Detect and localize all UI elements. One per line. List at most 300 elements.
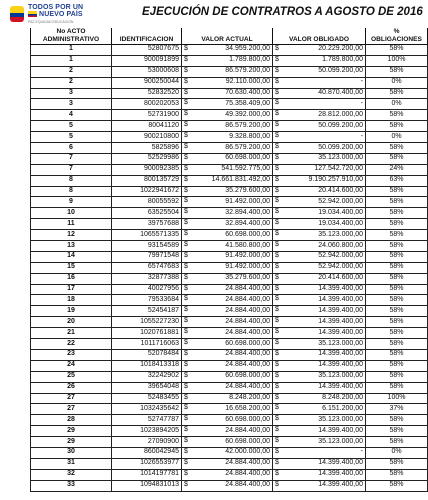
cell-acto xyxy=(31,77,112,88)
currency-symbol: $ xyxy=(184,230,188,238)
cell-valor-obligado xyxy=(273,77,366,88)
cell-pct xyxy=(366,328,428,339)
cell-valor-obligado xyxy=(273,262,366,273)
currency-symbol: $ xyxy=(275,208,279,216)
cell-acto-value: 28 xyxy=(67,415,75,423)
cell-valor-obligado-value: 14.399.400,00 xyxy=(318,328,363,336)
cell-pct-value: 100% xyxy=(387,56,406,64)
header-valor-obligado: VALOR OBLIGADO xyxy=(273,28,366,45)
cell-identificacion xyxy=(112,404,182,415)
cell-valor-obligado xyxy=(273,197,366,208)
cell-valor-obligado xyxy=(273,404,366,415)
cell-pct xyxy=(366,99,428,110)
cell-identificacion xyxy=(112,55,182,66)
currency-symbol: $ xyxy=(275,284,279,292)
cell-valor-actual xyxy=(182,437,273,448)
cell-pct xyxy=(366,393,428,404)
cell-pct xyxy=(366,306,428,317)
cell-identificacion-value: 52454187 xyxy=(147,306,179,314)
cell-pct xyxy=(366,88,428,99)
cell-acto-value: 32 xyxy=(67,470,75,478)
currency-symbol: $ xyxy=(184,437,188,445)
cell-valor-obligado xyxy=(273,437,366,448)
cell-acto-value: 23 xyxy=(67,350,75,358)
cell-pct xyxy=(366,262,428,273)
currency-symbol: $ xyxy=(275,371,279,379)
cell-acto xyxy=(31,88,112,99)
currency-symbol: $ xyxy=(184,153,188,161)
currency-symbol: $ xyxy=(275,458,279,466)
cell-pct xyxy=(366,273,428,284)
cell-acto-value: 7 xyxy=(69,154,73,162)
cell-pct-value: 58% xyxy=(389,317,404,325)
logo-subtitle: PAZ EQUIDAD EDUCACIÓN xyxy=(28,20,74,24)
cell-valor-actual-value: 35.279.600,00 xyxy=(225,187,270,195)
currency-symbol: $ xyxy=(275,66,279,74)
cell-acto-value: 20 xyxy=(67,317,75,325)
currency-symbol: $ xyxy=(275,437,279,445)
currency-symbol: $ xyxy=(184,110,188,118)
cell-valor-obligado xyxy=(273,415,366,426)
cell-pct xyxy=(366,121,428,132)
currency-symbol: $ xyxy=(184,328,188,336)
cell-valor-actual xyxy=(182,458,273,469)
cell-valor-actual-value: 41.580.800,00 xyxy=(225,241,270,249)
cell-valor-obligado-value: - xyxy=(360,132,363,140)
cell-pct xyxy=(366,284,428,295)
cell-pct xyxy=(366,45,428,56)
table-row xyxy=(31,66,428,77)
cell-identificacion xyxy=(112,197,182,208)
cell-identificacion-value: 52832520 xyxy=(147,89,179,97)
currency-symbol: $ xyxy=(275,262,279,270)
cell-identificacion xyxy=(112,393,182,404)
cell-pct-value: 58% xyxy=(389,45,404,53)
cell-identificacion xyxy=(112,208,182,219)
cell-pct xyxy=(366,143,428,154)
cell-identificacion xyxy=(112,284,182,295)
cell-acto-value: 2 xyxy=(69,78,73,86)
cell-valor-actual xyxy=(182,121,273,132)
cell-acto-value: 14 xyxy=(67,252,75,260)
cell-pct-value: 63% xyxy=(389,176,404,184)
table-row xyxy=(31,349,428,360)
cell-valor-actual xyxy=(182,99,273,110)
currency-symbol: $ xyxy=(184,66,188,74)
cell-valor-obligado xyxy=(273,382,366,393)
cell-valor-actual xyxy=(182,393,273,404)
cell-identificacion xyxy=(112,295,182,306)
cell-acto-value: 27 xyxy=(67,393,75,401)
cell-pct-value: 58% xyxy=(389,285,404,293)
table-row xyxy=(31,77,428,88)
cell-pct xyxy=(366,339,428,350)
cell-acto xyxy=(31,45,112,56)
cell-valor-actual-value: 91.492.000,00 xyxy=(225,252,270,260)
cell-identificacion-value: 1026553977 xyxy=(140,459,179,467)
currency-symbol: $ xyxy=(275,45,279,52)
cell-valor-obligado-value: 20.414.600,00 xyxy=(318,187,363,195)
currency-symbol: $ xyxy=(275,328,279,336)
cell-valor-obligado-value: 35.123.000,00 xyxy=(318,437,363,445)
cell-valor-actual xyxy=(182,480,273,491)
cell-acto-value: 8 xyxy=(69,176,73,184)
cell-acto-value: 10 xyxy=(67,208,75,216)
cell-pct-value: 0% xyxy=(391,99,402,107)
currency-symbol: $ xyxy=(184,349,188,357)
cell-valor-actual-value: 60.698.000,00 xyxy=(225,372,270,380)
currency-symbol: $ xyxy=(275,251,279,259)
currency-symbol: $ xyxy=(275,339,279,347)
cell-valor-actual xyxy=(182,262,273,273)
cell-valor-actual xyxy=(182,251,273,262)
cell-valor-obligado xyxy=(273,306,366,317)
cell-valor-obligado-value: 50.099.200,00 xyxy=(318,67,363,75)
cell-valor-obligado xyxy=(273,349,366,360)
currency-symbol: $ xyxy=(275,382,279,390)
cell-valor-obligado-value: 14.399.400,00 xyxy=(318,481,363,489)
cell-identificacion xyxy=(112,186,182,197)
cell-pct xyxy=(366,175,428,186)
cell-valor-obligado xyxy=(273,447,366,458)
cell-valor-actual-value: 24.884.400,00 xyxy=(225,459,270,467)
cell-identificacion-value: 1032435642 xyxy=(140,404,179,412)
cell-identificacion-value: 39757688 xyxy=(147,219,179,227)
cell-pct-value: 0% xyxy=(391,448,402,456)
cell-pct-value: 100% xyxy=(387,393,406,401)
cell-identificacion-value: 900091899 xyxy=(143,56,179,64)
cell-valor-obligado-value: 35.123.000,00 xyxy=(318,230,363,238)
cell-identificacion-value: 27090900 xyxy=(147,437,179,445)
cell-acto xyxy=(31,121,112,132)
cell-identificacion-value: 93154589 xyxy=(147,241,179,249)
cell-valor-actual xyxy=(182,415,273,426)
cell-acto xyxy=(31,110,112,121)
cell-valor-obligado xyxy=(273,164,366,175)
currency-symbol: $ xyxy=(184,371,188,379)
cell-valor-actual-value: 24.884.400,00 xyxy=(225,470,270,478)
table-row xyxy=(31,360,428,371)
cell-valor-actual xyxy=(182,447,273,458)
cell-acto-value: 30 xyxy=(67,448,75,456)
cell-identificacion-value: 52483455 xyxy=(147,393,179,401)
page-title: EJECUCIÓN DE CONTRATROS A AGOSTO DE 2016 xyxy=(142,6,423,18)
cell-valor-obligado xyxy=(273,219,366,230)
currency-symbol: $ xyxy=(275,153,279,161)
cell-acto-value: 1 xyxy=(69,56,73,64)
currency-symbol: $ xyxy=(275,241,279,249)
currency-symbol: $ xyxy=(275,393,279,401)
table-row xyxy=(31,186,428,197)
cell-acto xyxy=(31,480,112,491)
cell-acto-value: 3 xyxy=(69,99,73,107)
cell-identificacion-value: 79533684 xyxy=(147,295,179,303)
cell-acto-value: 26 xyxy=(67,383,75,391)
cell-identificacion-value: 1011716063 xyxy=(140,339,179,347)
cell-acto xyxy=(31,251,112,262)
table-row xyxy=(31,45,428,56)
cell-identificacion xyxy=(112,437,182,448)
cell-valor-obligado-value: 20.414.600,00 xyxy=(318,274,363,282)
cell-valor-actual-value: 60.698.000,00 xyxy=(225,339,270,347)
cell-pct xyxy=(366,295,428,306)
cell-valor-actual-value: 24.884.400,00 xyxy=(225,306,270,314)
cell-valor-actual-value: 24.884.400,00 xyxy=(225,317,270,325)
currency-symbol: $ xyxy=(184,251,188,259)
cell-identificacion xyxy=(112,262,182,273)
cell-pct-value: 58% xyxy=(389,252,404,260)
currency-symbol: $ xyxy=(184,360,188,368)
cell-valor-actual-value: 24.884.400,00 xyxy=(225,285,270,293)
currency-symbol: $ xyxy=(184,143,188,151)
cell-valor-obligado xyxy=(273,45,366,56)
cell-valor-obligado-value: 127.542.720,00 xyxy=(314,165,363,173)
cell-pct-value: 58% xyxy=(389,383,404,391)
table-row xyxy=(31,197,428,208)
cell-acto-value: 21 xyxy=(67,328,75,336)
table-row xyxy=(31,132,428,143)
cell-acto xyxy=(31,153,112,164)
cell-valor-actual-value: 60.698.000,00 xyxy=(225,230,270,238)
cell-identificacion-value: 900250044 xyxy=(143,78,179,86)
cell-pct-value: 58% xyxy=(389,187,404,195)
cell-identificacion xyxy=(112,469,182,480)
cell-valor-obligado xyxy=(273,55,366,66)
cell-valor-actual xyxy=(182,164,273,175)
cell-pct-value: 58% xyxy=(389,219,404,227)
cell-pct-value: 58% xyxy=(389,459,404,467)
cell-valor-actual xyxy=(182,284,273,295)
cell-acto xyxy=(31,175,112,186)
cell-valor-actual xyxy=(182,328,273,339)
header-identificacion: IDENTIFICACION xyxy=(112,28,182,45)
cell-valor-actual xyxy=(182,230,273,241)
cell-valor-actual xyxy=(182,132,273,143)
table-row xyxy=(31,55,428,66)
cell-valor-actual-value: 34.959.200,00 xyxy=(225,45,270,53)
cell-pct xyxy=(366,230,428,241)
currency-symbol: $ xyxy=(275,306,279,314)
cell-acto-value: 7 xyxy=(69,165,73,173)
cell-valor-actual xyxy=(182,241,273,252)
cell-pct xyxy=(366,77,428,88)
cell-valor-actual-value: 86.579.200,00 xyxy=(225,121,270,129)
currency-symbol: $ xyxy=(275,273,279,281)
cell-valor-obligado xyxy=(273,469,366,480)
currency-symbol: $ xyxy=(184,317,188,325)
cell-identificacion xyxy=(112,306,182,317)
cell-pct xyxy=(366,164,428,175)
contracts-table xyxy=(30,28,428,492)
cell-acto-value: 33 xyxy=(67,481,75,489)
cell-valor-actual xyxy=(182,208,273,219)
cell-valor-actual-value: 24.884.400,00 xyxy=(225,295,270,303)
currency-symbol: $ xyxy=(275,426,279,434)
cell-valor-obligado xyxy=(273,132,366,143)
cell-pct xyxy=(366,360,428,371)
cell-pct xyxy=(366,426,428,437)
currency-symbol: $ xyxy=(275,186,279,194)
cell-valor-obligado xyxy=(273,241,366,252)
cell-acto xyxy=(31,328,112,339)
currency-symbol: $ xyxy=(275,197,279,205)
cell-pct-value: 58% xyxy=(389,143,404,151)
logo-slogan: TODOS POR UN NUEVO PAÍS xyxy=(28,4,84,18)
cell-valor-obligado xyxy=(273,230,366,241)
currency-symbol: $ xyxy=(184,339,188,347)
cell-pct-value: 58% xyxy=(389,263,404,271)
table-row xyxy=(31,371,428,382)
cell-valor-actual xyxy=(182,317,273,328)
cell-identificacion-value: 80041120 xyxy=(148,121,179,129)
colombia-crest-icon xyxy=(10,6,24,22)
cell-valor-actual xyxy=(182,295,273,306)
cell-valor-actual-value: 8.248.200,00 xyxy=(229,393,270,401)
cell-pct xyxy=(366,382,428,393)
currency-symbol: $ xyxy=(184,295,188,303)
cell-valor-actual xyxy=(182,110,273,121)
cell-identificacion xyxy=(112,349,182,360)
cell-valor-obligado-value: 14.399.400,00 xyxy=(318,317,363,325)
cell-acto xyxy=(31,382,112,393)
cell-acto xyxy=(31,164,112,175)
cell-valor-actual-value: 92.110.000,00 xyxy=(225,78,270,86)
cell-identificacion-value: 80055592 xyxy=(147,197,179,205)
table-row xyxy=(31,262,428,273)
cell-valor-obligado-value: 8.248.200,00 xyxy=(322,393,363,401)
cell-pct-value: 58% xyxy=(389,306,404,314)
currency-symbol: $ xyxy=(184,164,188,172)
table-row xyxy=(31,447,428,458)
table-header-row xyxy=(31,28,428,45)
cell-valor-actual xyxy=(182,45,273,56)
cell-identificacion-value: 32877388 xyxy=(147,274,179,282)
cell-acto-value: 1 xyxy=(69,45,73,53)
cell-valor-actual xyxy=(182,175,273,186)
cell-valor-obligado xyxy=(273,393,366,404)
currency-symbol: $ xyxy=(184,77,188,85)
cell-pct xyxy=(366,469,428,480)
cell-valor-actual-value: 14.661.831.492,00 xyxy=(211,176,270,184)
cell-pct-value: 58% xyxy=(389,67,404,75)
cell-valor-obligado-value: 52.942.000,00 xyxy=(318,252,363,260)
currency-symbol: $ xyxy=(275,317,279,325)
cell-valor-actual xyxy=(182,66,273,77)
cell-acto-value: 4 xyxy=(69,110,73,118)
currency-symbol: $ xyxy=(275,121,279,129)
cell-acto-value: 27 xyxy=(67,404,75,412)
cell-pct xyxy=(366,241,428,252)
cell-acto xyxy=(31,132,112,143)
cell-acto-value: 13 xyxy=(67,241,75,249)
cell-valor-obligado-value: 35.123.000,00 xyxy=(318,339,363,347)
cell-valor-obligado xyxy=(273,110,366,121)
cell-valor-obligado xyxy=(273,339,366,350)
cell-identificacion-value: 1020761881 xyxy=(140,328,179,336)
cell-acto xyxy=(31,360,112,371)
cell-identificacion-value: 800135729 xyxy=(143,176,179,184)
cell-identificacion xyxy=(112,110,182,121)
currency-symbol: $ xyxy=(275,415,279,423)
table-row xyxy=(31,121,428,132)
cell-valor-obligado xyxy=(273,66,366,77)
currency-symbol: $ xyxy=(275,447,279,455)
cell-valor-actual xyxy=(182,360,273,371)
cell-acto xyxy=(31,339,112,350)
cell-identificacion-value: 1055227230 xyxy=(140,317,179,325)
cell-identificacion-value: 52731900 xyxy=(147,110,179,118)
currency-symbol: $ xyxy=(275,230,279,238)
cell-identificacion xyxy=(112,66,182,77)
flag-icon xyxy=(28,11,37,17)
cell-acto-value: 8 xyxy=(69,187,73,195)
cell-identificacion-value: 5825896 xyxy=(151,143,179,151)
currency-symbol: $ xyxy=(184,415,188,423)
cell-identificacion-value: 900210800 xyxy=(143,132,179,140)
cell-acto-value: 2 xyxy=(69,67,73,75)
cell-valor-obligado xyxy=(273,121,366,132)
cell-valor-actual-value: 70.630.400,00 xyxy=(225,89,270,97)
cell-valor-obligado xyxy=(273,88,366,99)
table-row xyxy=(31,153,428,164)
cell-identificacion-value: 32242902 xyxy=(147,372,179,380)
cell-pct xyxy=(366,197,428,208)
cell-valor-obligado-value: 35.123.000,00 xyxy=(318,154,363,162)
cell-acto xyxy=(31,349,112,360)
cell-acto xyxy=(31,284,112,295)
cell-valor-obligado-value: 24.060.800,00 xyxy=(318,241,363,249)
currency-symbol: $ xyxy=(275,175,279,183)
cell-acto xyxy=(31,55,112,66)
cell-valor-obligado-value: 50.099.200,00 xyxy=(318,143,363,151)
currency-symbol: $ xyxy=(184,393,188,401)
currency-symbol: $ xyxy=(184,306,188,314)
cell-identificacion xyxy=(112,426,182,437)
cell-acto-value: 17 xyxy=(67,285,75,293)
cell-pct xyxy=(366,371,428,382)
currency-symbol: $ xyxy=(275,55,279,63)
table-row xyxy=(31,175,428,186)
cell-valor-obligado xyxy=(273,360,366,371)
currency-symbol: $ xyxy=(275,219,279,227)
cell-valor-actual-value: 42.000.000,00 xyxy=(225,448,270,456)
cell-valor-obligado xyxy=(273,426,366,437)
cell-identificacion xyxy=(112,143,182,154)
cell-identificacion xyxy=(112,175,182,186)
cell-valor-actual-value: 86.579.200,00 xyxy=(225,67,270,75)
currency-symbol: $ xyxy=(184,404,188,412)
currency-symbol: $ xyxy=(275,77,279,85)
cell-valor-actual-value: 86.579.200,00 xyxy=(225,143,270,151)
cell-valor-actual xyxy=(182,339,273,350)
cell-identificacion xyxy=(112,458,182,469)
table-row xyxy=(31,339,428,350)
cell-identificacion xyxy=(112,219,182,230)
currency-symbol: $ xyxy=(184,197,188,205)
cell-identificacion xyxy=(112,317,182,328)
cell-pct xyxy=(366,208,428,219)
currency-symbol: $ xyxy=(184,186,188,194)
table-row xyxy=(31,480,428,491)
cell-valor-obligado-value: 19.034.400,00 xyxy=(318,219,363,227)
cell-acto xyxy=(31,99,112,110)
currency-symbol: $ xyxy=(275,295,279,303)
government-logo xyxy=(10,3,120,25)
cell-valor-actual-value: 32.894.400,00 xyxy=(225,208,270,216)
cell-identificacion-value: 860042945 xyxy=(143,448,179,456)
cell-acto-value: 24 xyxy=(67,361,75,369)
table-row xyxy=(31,273,428,284)
